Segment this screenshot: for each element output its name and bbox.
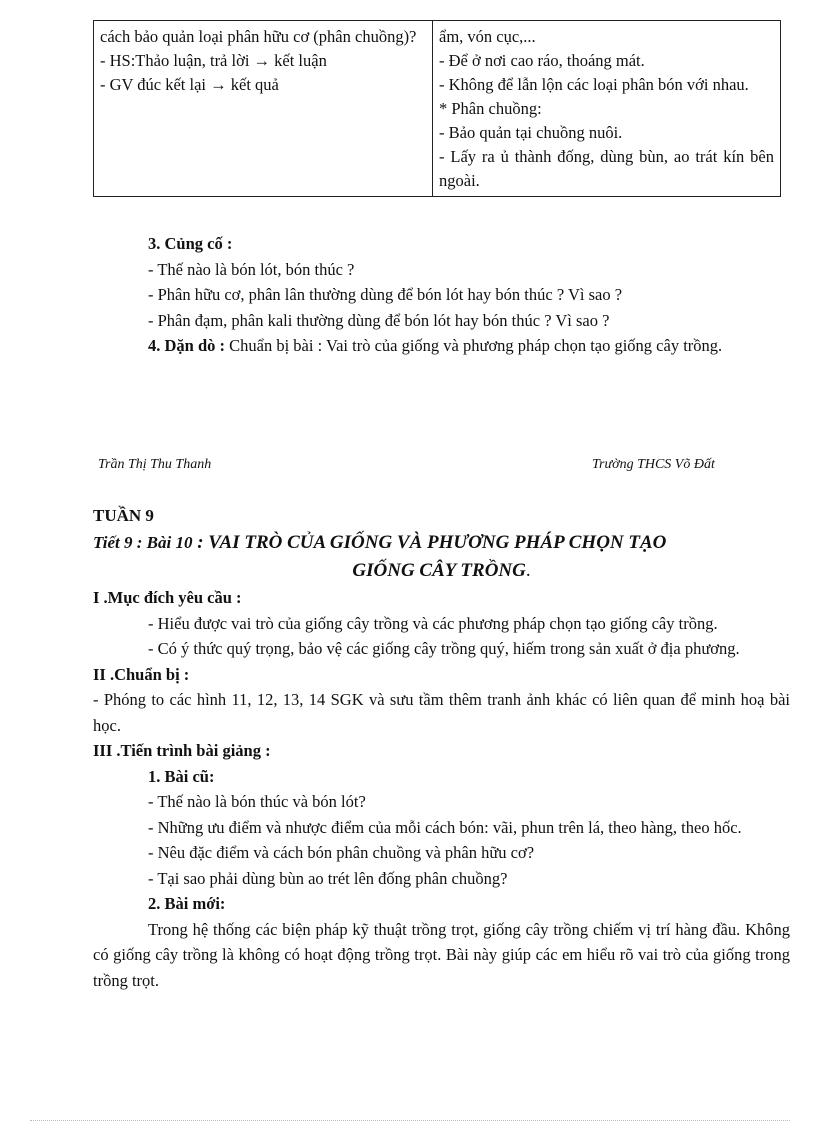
- paragraph: - Phóng to các hình 11, 12, 13, 14 SGK và sưu tầm thêm tranh ảnh khác có liên quan để minh hoạ bài học.: [93, 690, 790, 735]
- activity-table: [93, 20, 781, 197]
- paragraph: - Hiểu được vai trò của giống cây trồng và các phương pháp chọn tạo giống cây trồng.: [148, 613, 718, 633]
- header-author: Trần Thị Thu Thanh: [98, 457, 212, 472]
- week-label: TUẦN 9: [93, 506, 154, 525]
- lesson-title-cont-text: GIỐNG CÂY TRỒNG: [352, 559, 526, 581]
- table-text: ẩm, vón cục,...: [439, 27, 536, 46]
- title-separator: :: [192, 531, 209, 553]
- table-text: cách bảo quản loại phân hữu cơ (phân chuồng)?: [100, 27, 417, 46]
- list-item: - Phân hữu cơ, phân lân thường dùng để bón lót hay bón thúc ? Vì sao ?: [148, 285, 623, 304]
- list-item: - Nêu đặc điểm và cách bón phân chuồng và phân hữu cơ?: [148, 843, 535, 862]
- consolidation-section: [93, 231, 790, 359]
- lesson-title-cont: [93, 557, 790, 585]
- table-text: - Để ở nơi cao ráo, thoáng mát.: [439, 51, 645, 70]
- list-item: - Tại sao phải dùng bùn ao trét lên đống phân chuồng?: [148, 868, 508, 888]
- lesson-heading: [93, 503, 790, 585]
- section-heading: II .Chuẩn bị :: [93, 664, 190, 684]
- table-row: [94, 21, 781, 197]
- list-item: - Thế nào là bón lót, bón thúc ?: [148, 259, 355, 279]
- header-school: Trường THCS Võ Đất: [592, 457, 715, 472]
- table-text: - Lấy ra ủ thành đống, dùng bùn, ao trát kín bên ngoài.: [439, 147, 774, 190]
- homework-heading: 4. Dặn dò :: [148, 336, 226, 355]
- table-text: * Phân chuồng:: [439, 99, 542, 118]
- subsection-heading: 2. Bài mới:: [148, 894, 226, 913]
- table-text: - GV đúc kết lại → kết quả: [100, 75, 279, 94]
- table-cell-left: [94, 21, 433, 197]
- lesson-title-main: VAI TRÒ CỦA GIỐNG VÀ PHƯƠNG PHÁP CHỌN TẠO: [208, 531, 667, 553]
- section-heading: 3. Củng cố :: [148, 234, 233, 253]
- table-cell-right: [433, 21, 781, 197]
- lesson-body: [93, 585, 790, 993]
- list-item: - Thế nào là bón thúc và bón lót?: [148, 792, 366, 811]
- homework-paragraph: [93, 333, 790, 359]
- page-divider: [30, 1120, 790, 1121]
- list-item: - Phân đạm, phân kali thường dùng để bón lót hay bón thúc ? Vì sao ?: [148, 310, 610, 330]
- section-heading: I .Mục đích yêu cầu :: [93, 588, 242, 607]
- paragraph: - Có ý thức quý trọng, bảo vệ các giống cây trồng quý, hiếm trong sản xuất ở địa phương.: [148, 639, 740, 658]
- table-text: - Bảo quản tại chuồng nuôi.: [439, 123, 623, 142]
- title-period: .: [525, 559, 531, 581]
- paragraph: Trong hệ thống các biện pháp kỹ thuật trồng trọt, giống cây trồng chiếm vị trí hàng đầu. Không có giống cây trồng là không có hoạt động trồng trọt. Bài này giúp các em hiểu rõ vai trò của giống trong trồng trọt.: [93, 919, 790, 990]
- table-text: - HS:Thảo luận, trả lời → kết luận: [100, 51, 327, 70]
- table-text: - Không để lẫn lộn các loại phân bón với nhau.: [439, 75, 749, 94]
- list-item: - Những ưu điểm và nhược điểm của mỗi cách bón: vãi, phun trên lá, theo hàng, theo hốc.: [148, 817, 742, 837]
- lesson-number: Tiết 9 : Bài 10: [93, 532, 193, 552]
- lesson-title: [93, 529, 790, 557]
- section-heading: III .Tiến trình bài giảng :: [93, 741, 271, 760]
- homework-text: Chuẩn bị bài : Vai trò của giống và phương pháp chọn tạo giống cây trồng.: [225, 336, 723, 355]
- subsection-heading: 1. Bài cũ:: [148, 766, 215, 786]
